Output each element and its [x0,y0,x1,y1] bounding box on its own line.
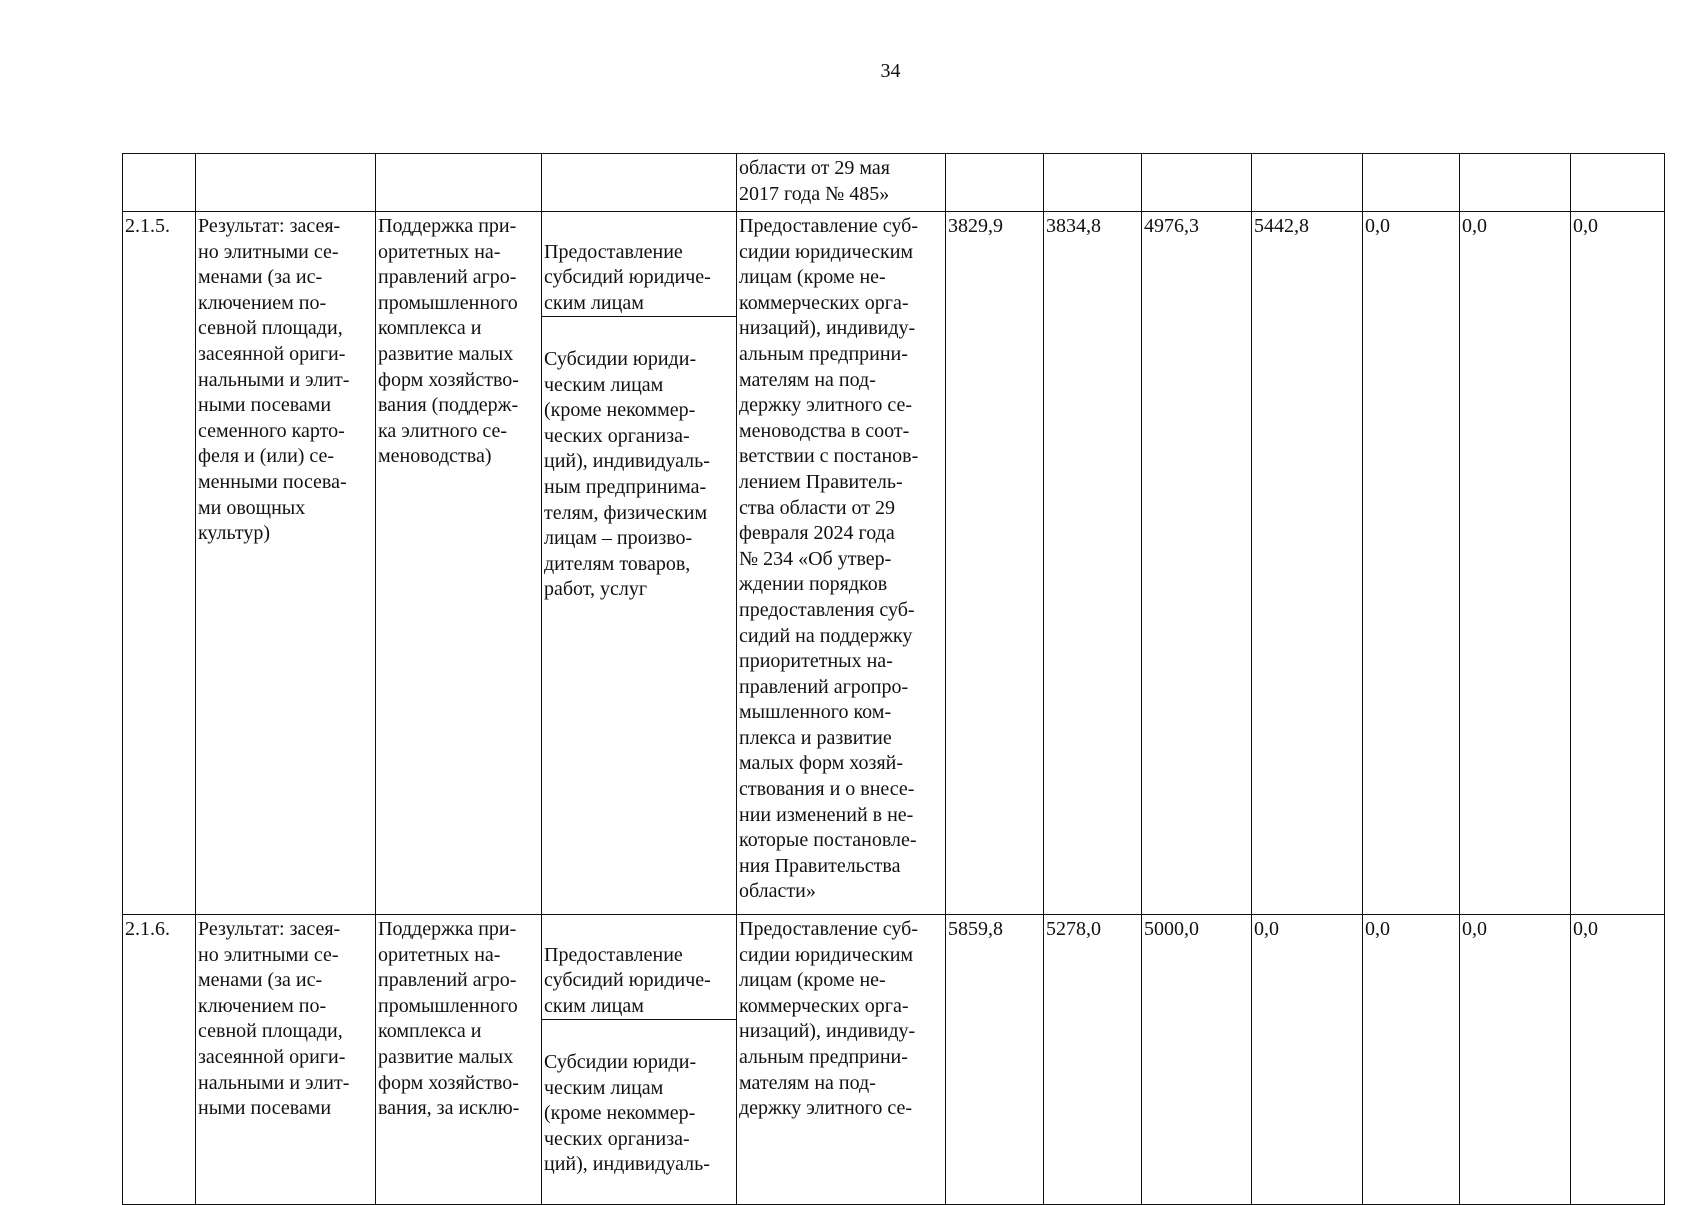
cell-value [1044,154,1142,212]
cell-value [1460,154,1571,212]
cell-value: 4976,3 [1142,212,1252,915]
cell-result: Результат: засея- но элитными се- менами (за ис- ключением по- севной площади, засеянной ориги- нальными и элит- ными посевами семенного карто- феля и (или) се- менными посева- ми овощных культур) [196,212,376,915]
page-number: 34 [880,60,901,82]
cell-num: 2.1.6. [123,915,196,1205]
cell-basis: области от 29 мая 2017 года № 485» [737,154,946,212]
cell-direction [376,154,542,212]
cell-value: 0,0 [1252,915,1363,1205]
cell-measure [542,154,737,212]
cell-basis: Предоставление суб- сидии юридическим лицам (кроме не- коммерческих орга- низаций), индивиду- альным предприни- мателям на под- держку элитного се- [737,915,946,1205]
cell-basis: Предоставление суб- сидии юридическим лицам (кроме не- коммерческих орга- низаций), индивиду- альным предприни- мателям на под- держку элитного се- меноводства в соот- ветствии с постанов- лением Правитель- ства области от 29 февраля 2024 года № 234 «Об утвер- ждении порядков предоставления суб- сидий на поддержку приоритетных на- правлений агропро- мышленного ком- плекса и развитие малых форм хозяй- ствования и о внесе- нии изменений в не- которые постановле- ния Правительства области» [737,212,946,915]
cell-value: 0,0 [1571,915,1665,1205]
cell-value: 0,0 [1363,212,1460,915]
table-row [123,212,1665,915]
cell-value: 5278,0 [1044,915,1142,1205]
cell-value [1363,154,1460,212]
measure-recipients: Субсидии юриди- ческим лицам (кроме некоммер- ческих организа- ций), индивидуаль- [544,1050,710,1176]
cell-value: 3834,8 [1044,212,1142,915]
measure-title: Предоставление субсидий юридиче- ским лицам [542,238,736,318]
cell-value: 5859,8 [946,915,1044,1205]
table-row-continuation [123,154,1665,212]
cell-value [1571,154,1665,212]
cell-value [1142,154,1252,212]
cell-num: 2.1.5. [123,212,196,915]
cell-result: Результат: засея- но элитными се- менами (за ис- ключением по- севной площади, засеянной ориги- нальными и элит- ными посевами [196,915,376,1205]
cell-value: 5442,8 [1252,212,1363,915]
cell-value: 0,0 [1571,212,1665,915]
cell-value: 3829,9 [946,212,1044,915]
cell-value [946,154,1044,212]
cell-measure [542,915,737,1205]
cell-result [196,154,376,212]
cell-value: 5000,0 [1142,915,1252,1205]
table-row [123,915,1665,1205]
program-measures-table [122,153,1665,1205]
cell-value: 0,0 [1460,212,1571,915]
cell-value: 0,0 [1460,915,1571,1205]
cell-measure [542,212,737,915]
cell-direction: Поддержка при- оритетных на- правлений агро- промышленного комплекса и развитие малых форм хозяйство- вания (поддерж- ка элитного се- меноводства) [376,212,542,915]
cell-value [1252,154,1363,212]
measure-title: Предоставление субсидий юридиче- ским лицам [542,941,736,1021]
cell-value: 0,0 [1363,915,1460,1205]
cell-num [123,154,196,212]
cell-direction: Поддержка при- оритетных на- правлений агро- промышленного комплекса и развитие малых форм хозяйство- вания, за исклю- [376,915,542,1205]
measure-recipients: Субсидии юриди- ческим лицам (кроме некоммер- ческих организа- ций), индивидуаль- ным предпринима- телям, физическим лицам – произво- дителям товаров, работ, услуг [544,347,710,601]
